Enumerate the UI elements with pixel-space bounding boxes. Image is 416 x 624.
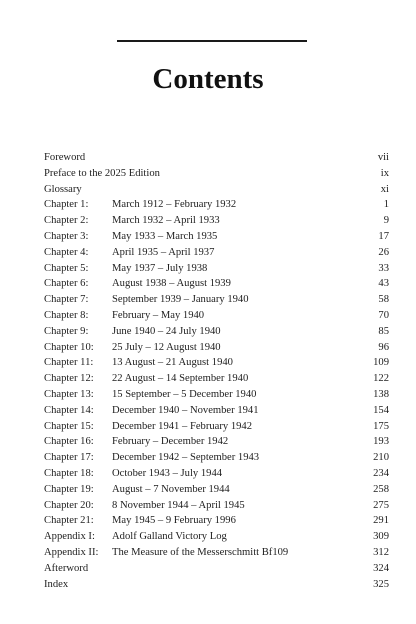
toc-entry[interactable] (44, 292, 389, 308)
toc-entry-title: February – December 1942 (112, 436, 229, 448)
toc-entry-page-number: 309 (373, 531, 389, 543)
toc-entry-page-number: 33 (378, 262, 389, 274)
toc-entry-label: Preface to the 2025 Edition (44, 167, 160, 179)
toc-entry-title: September 1939 – January 1940 (112, 294, 249, 306)
toc-entry-title: The Measure of the Messerschmitt Bf109 (112, 546, 289, 558)
toc-entry[interactable] (44, 434, 389, 450)
toc-entry-label: Chapter 12: (44, 373, 94, 385)
toc-entry[interactable] (44, 513, 389, 529)
toc-entry-label: Chapter 3: (44, 230, 89, 242)
toc-entry[interactable] (44, 529, 389, 545)
toc-entry[interactable] (44, 387, 389, 403)
toc-entry-page-number: 122 (373, 373, 389, 385)
toc-entry-page-number: 154 (373, 404, 389, 416)
toc-entry-page-number: 312 (373, 546, 389, 558)
toc-entry-label: Chapter 17: (44, 452, 94, 464)
toc-entry-label: Chapter 21: (44, 515, 94, 527)
toc-entry[interactable] (44, 371, 389, 387)
toc-entry-label: Chapter 18: (44, 467, 94, 479)
toc-entry-label: Chapter 1: (44, 199, 89, 211)
toc-entry-title: 22 August – 14 September 1940 (112, 373, 249, 385)
toc-entry[interactable] (44, 482, 389, 498)
toc-entry-page-number: 234 (373, 467, 389, 479)
toc-entry-label: Afterword (44, 562, 89, 574)
toc-entry-title: 8 November 1944 – April 1945 (112, 499, 245, 511)
toc-entry-label: Chapter 6: (44, 278, 89, 290)
toc-entry-title: 13 August – 21 August 1940 (112, 357, 233, 369)
toc-entry-page-number: 291 (373, 515, 389, 527)
toc-entry-label: Chapter 19: (44, 483, 94, 495)
toc-entry-page-number: ix (380, 167, 389, 179)
toc-entry[interactable] (44, 498, 389, 514)
toc-entry-label: Chapter 8: (44, 309, 89, 321)
toc-entry-page-number: 325 (373, 578, 389, 590)
toc-entry-title: December 1940 – November 1941 (112, 404, 259, 416)
toc-entry[interactable] (44, 545, 389, 561)
toc-entry[interactable] (44, 261, 389, 277)
toc-entry-label: Chapter 11: (44, 357, 94, 369)
toc-entry-label: Chapter 5: (44, 262, 89, 274)
toc-entry-title: Adolf Galland Victory Log (112, 531, 227, 543)
toc-entry-title: 25 July – 12 August 1940 (112, 341, 221, 353)
toc-entry-page-number: xi (380, 183, 389, 195)
toc-entry[interactable] (44, 308, 389, 324)
toc-entry[interactable] (44, 213, 389, 229)
toc-entry[interactable] (44, 561, 389, 577)
page-title: Contents (152, 63, 264, 95)
toc-entry-title: August 1938 – August 1939 (112, 278, 231, 290)
toc-entry-title: April 1935 – April 1937 (112, 246, 215, 258)
toc-entry-label: Chapter 20: (44, 499, 94, 511)
toc-entry[interactable] (44, 150, 389, 166)
toc-entry-label: Chapter 15: (44, 420, 94, 432)
toc-entry-title: March 1912 – February 1932 (112, 199, 237, 211)
toc-entry-label: Chapter 2: (44, 215, 89, 227)
toc-entry-page-number: 210 (373, 452, 389, 464)
toc-entry-page-number: vii (377, 152, 389, 163)
toc-entry-title: December 1941 – February 1942 (112, 420, 253, 432)
toc-entry-page-number: 258 (373, 483, 389, 495)
top-rule (117, 40, 307, 42)
toc-entry[interactable] (44, 450, 389, 466)
toc-entry[interactable] (44, 245, 389, 261)
toc-entry[interactable] (44, 577, 389, 593)
toc-entry-title: June 1940 – 24 July 1940 (112, 325, 221, 337)
toc-entry-label: Glossary (44, 183, 82, 195)
toc-entry-label: Chapter 10: (44, 341, 94, 353)
toc-entry[interactable] (44, 340, 389, 356)
toc-entry-page-number: 58 (378, 294, 389, 306)
toc-entry-page-number: 9 (383, 215, 389, 227)
toc-entry-label: Foreword (44, 152, 86, 163)
toc-entry[interactable] (44, 355, 389, 371)
toc-entry-label: Chapter 4: (44, 246, 89, 258)
toc-entry[interactable] (44, 197, 389, 213)
toc-entry-page-number: 275 (373, 499, 389, 511)
toc-entry-page-number: 175 (373, 420, 389, 432)
toc-entry[interactable] (44, 419, 389, 435)
toc-entry-label: Chapter 7: (44, 294, 89, 306)
toc-entry-label: Chapter 14: (44, 404, 94, 416)
toc-entry-label: Chapter 9: (44, 325, 89, 337)
toc-entry-page-number: 96 (378, 341, 389, 353)
toc-entry[interactable] (44, 276, 389, 292)
toc-entry-page-number: 109 (373, 357, 389, 369)
toc-entry-page-number: 43 (378, 278, 389, 290)
toc-entry-title: May 1945 – 9 February 1996 (112, 515, 236, 527)
toc-entry-title: February – May 1940 (112, 309, 205, 321)
toc-entry-title: March 1932 – April 1933 (112, 215, 220, 227)
toc-entry-page-number: 85 (378, 325, 389, 337)
toc-entry-label: Chapter 16: (44, 436, 94, 448)
toc-entry-label: Index (44, 578, 69, 590)
toc-entry-title: August – 7 November 1944 (112, 483, 230, 495)
toc-entry-label: Chapter 13: (44, 388, 94, 400)
toc-entry-page-number: 193 (373, 436, 389, 448)
toc-entry[interactable] (44, 182, 389, 198)
toc-entry-label: Appendix II: (44, 546, 99, 558)
toc-entry-label: Appendix I: (44, 531, 95, 543)
toc-entry-title: May 1933 – March 1935 (112, 230, 218, 242)
toc-entry-title: October 1943 – July 1944 (112, 467, 223, 479)
table-of-contents (44, 150, 389, 592)
toc-entry[interactable] (44, 229, 389, 245)
toc-entry-page-number: 26 (378, 246, 389, 258)
toc-entry-page-number: 138 (373, 388, 389, 400)
toc-entry-page-number: 70 (378, 309, 389, 321)
toc-entry-page-number: 1 (383, 199, 389, 211)
toc-entry[interactable] (44, 403, 389, 419)
toc-entry-title: May 1937 – July 1938 (112, 262, 208, 274)
toc-entry-page-number: 17 (378, 230, 389, 242)
toc-entry[interactable] (44, 324, 389, 340)
toc-entry[interactable] (44, 166, 389, 182)
toc-entry-page-number: 324 (373, 562, 389, 574)
toc-entry[interactable] (44, 466, 389, 482)
toc-entry-title: December 1942 – September 1943 (112, 452, 260, 464)
toc-entry-title: 15 September – 5 December 1940 (112, 388, 257, 400)
